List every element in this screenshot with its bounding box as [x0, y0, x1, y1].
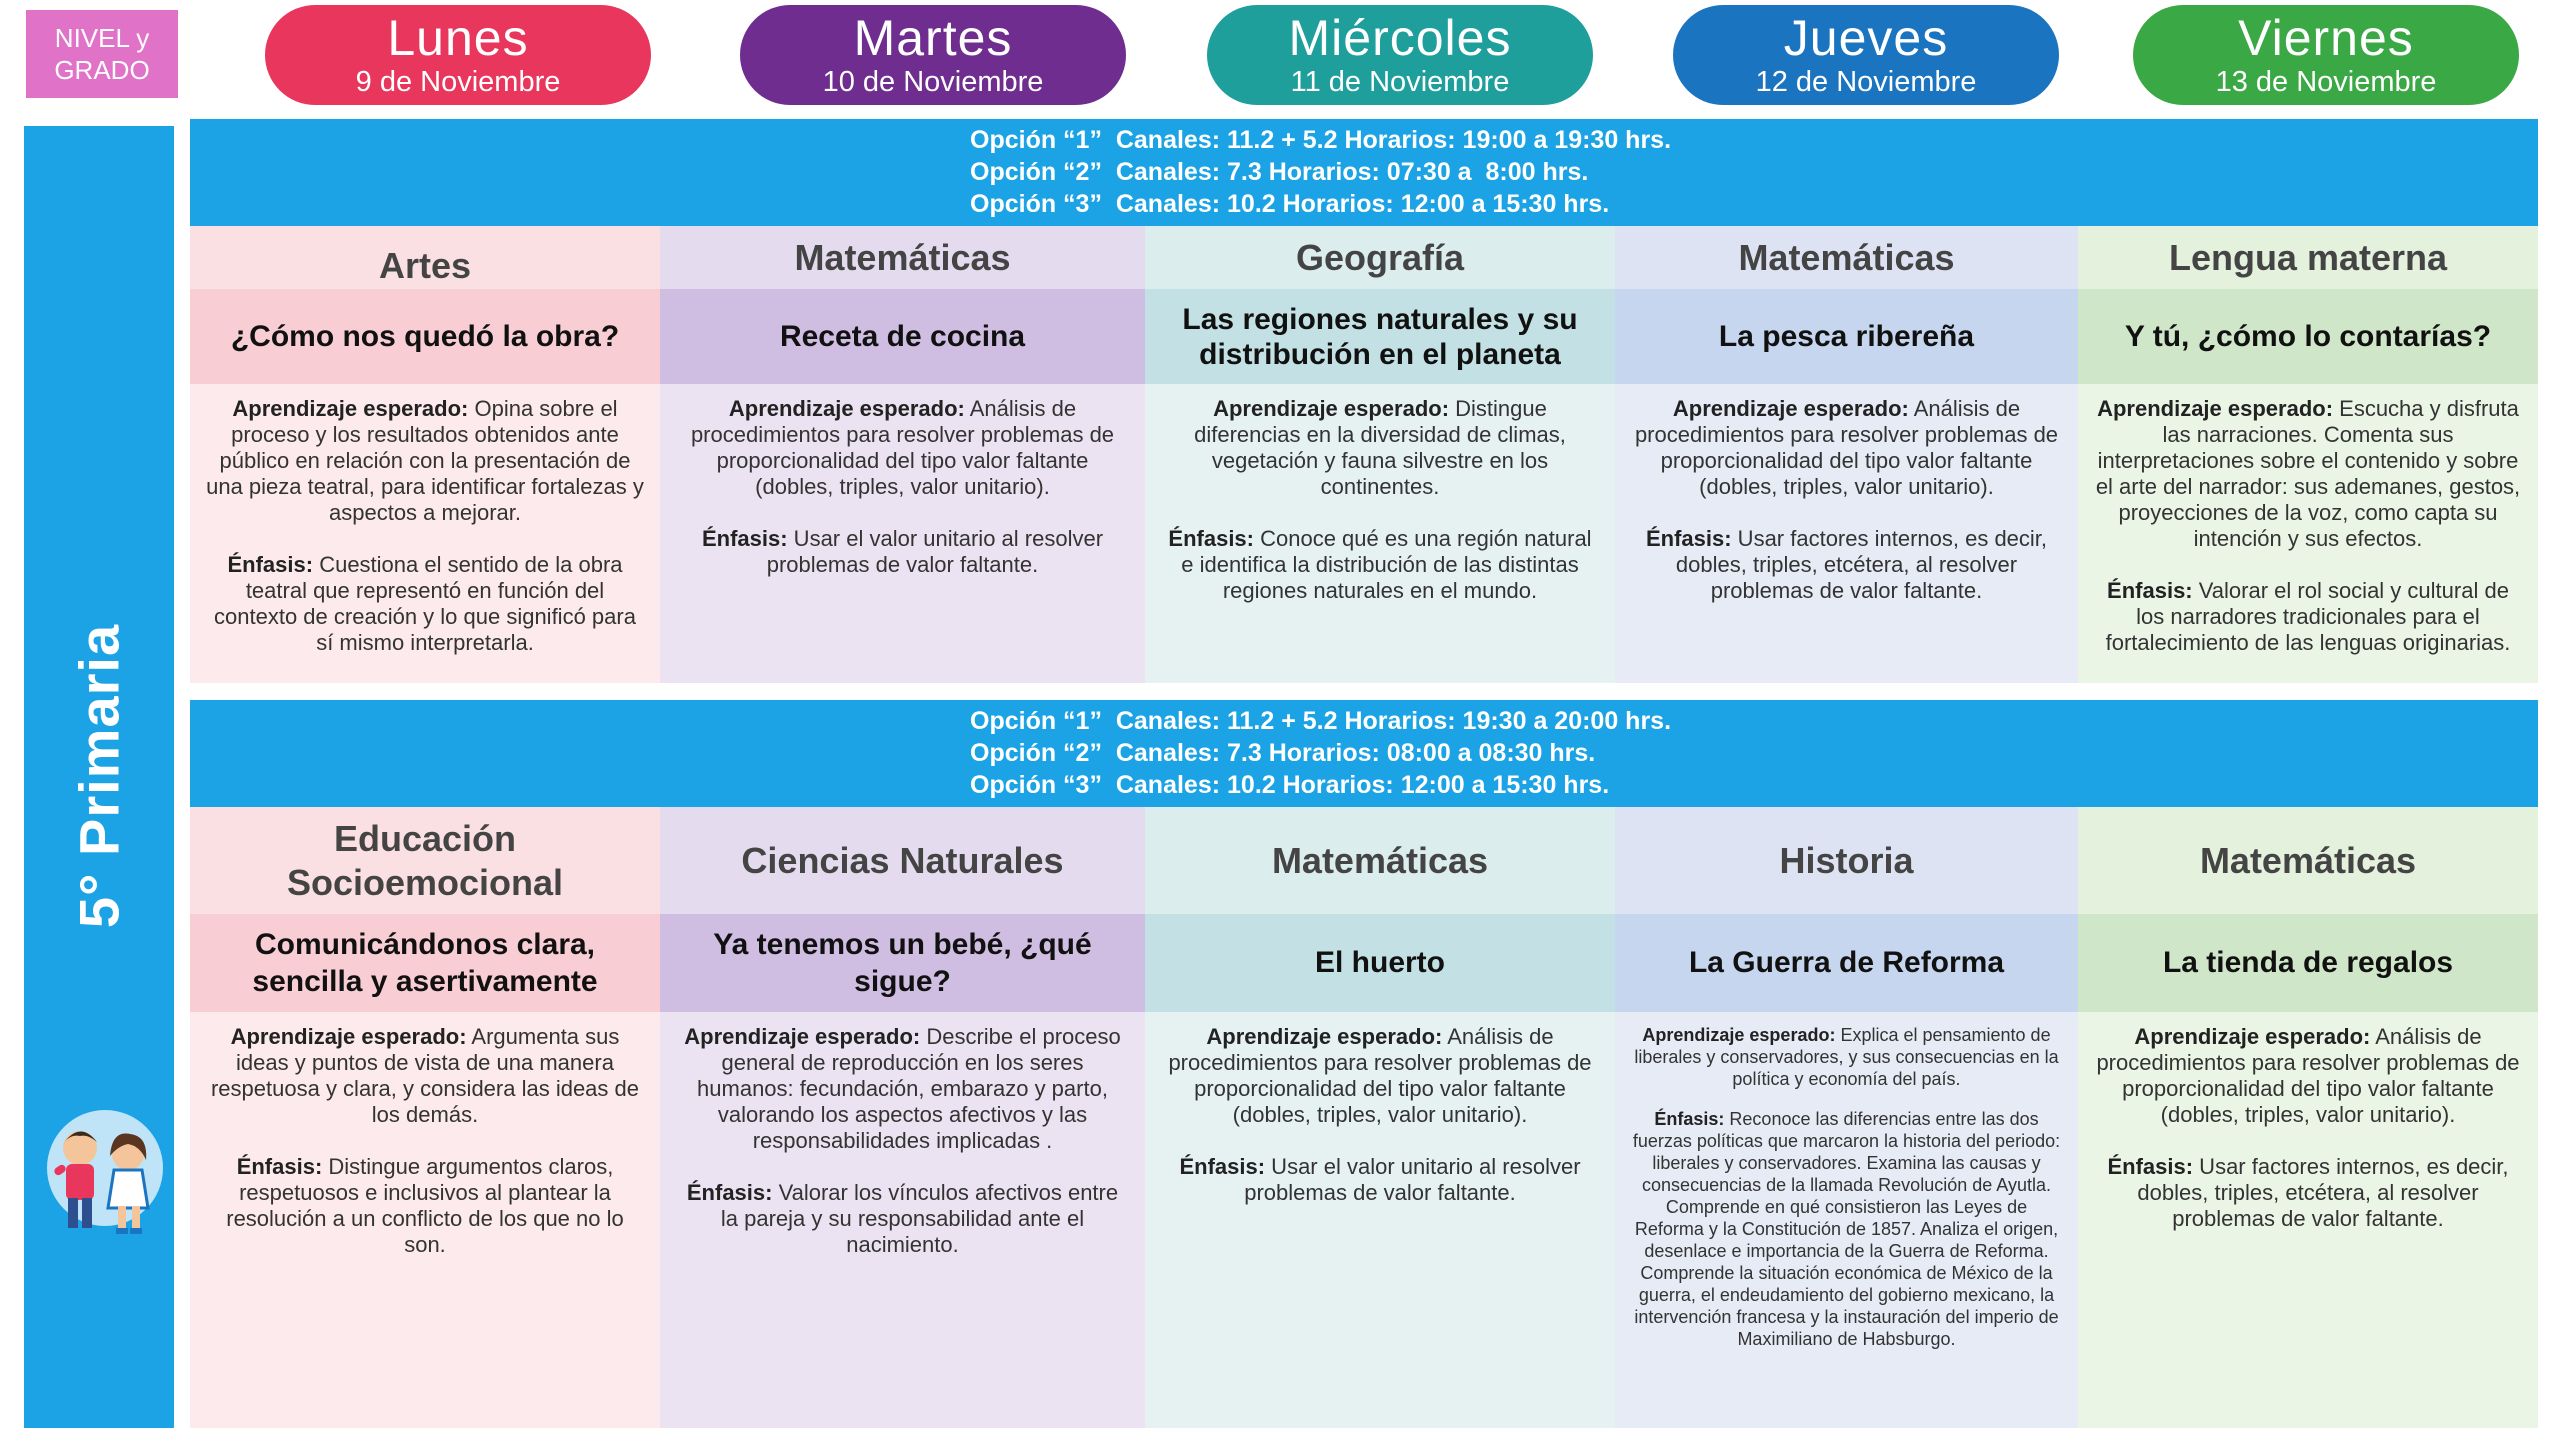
nivel-grado-badge — [26, 10, 178, 98]
enfasis-label: Énfasis: — [1179, 1154, 1266, 1179]
topic-title: El huerto — [1145, 914, 1615, 1012]
subject-title: Historia — [1615, 807, 2078, 914]
lesson-description — [1615, 1012, 2078, 1350]
aprendizaje-text: Describe el proceso general de reproducción en los seres humanos: fecundación, embarazo y parto, valorando los aspectos afectivos y las responsabilidades implicadas . — [697, 1024, 1121, 1153]
enfasis-text: Usar el valor unitario al resolver problemas de valor faltante. — [766, 526, 1104, 577]
lesson-card-lunes — [190, 226, 660, 683]
aprendizaje-label: Aprendizaje esperado: — [728, 396, 965, 421]
lesson-description — [1145, 1012, 1615, 1206]
grado-label: GRADO — [54, 55, 150, 85]
lesson-card-martes — [660, 807, 1145, 1428]
subject-title: Matemáticas — [1145, 807, 1615, 914]
nivel-label: NIVEL y — [54, 23, 150, 53]
day-date: 10 de Noviembre — [822, 66, 1044, 98]
option-line: Opción “1” Canales: 11.2 + 5.2 Horarios: 19:00 a 19:30 hrs. — [970, 126, 1672, 154]
aprendizaje-label: Aprendizaje esperado: — [1672, 396, 1909, 421]
enfasis-text: Cuestiona el sentido de la obra teatral que representó en función del contexto de creación y lo que significó para sí mismo interpretarla. — [214, 552, 636, 655]
enfasis-label: Énfasis: — [236, 1154, 323, 1179]
day-name: Viernes — [2238, 10, 2414, 66]
day-date: 9 de Noviembre — [355, 66, 561, 98]
day-date: 13 de Noviembre — [2215, 66, 2437, 98]
lesson-description — [190, 384, 660, 656]
aprendizaje-text: Análisis de procedimientos para resolver problemas de proporcionalidad del tipo valor faltante (dobles, triples, valor unitario). — [1634, 396, 2059, 499]
topic-title: Y tú, ¿cómo lo contarías? — [2078, 289, 2538, 384]
schedule-options-2 — [190, 700, 2538, 807]
lesson-description — [660, 384, 1145, 578]
lesson-card-jueves — [1615, 807, 2078, 1428]
option-line: Opción “3” Canales: 10.2 Horarios: 12:00 a 15:30 hrs. — [970, 190, 1610, 218]
aprendizaje-text: Análisis de procedimientos para resolver problemas de proporcionalidad del tipo valor faltante (dobles, triples, valor unitario). — [2096, 1024, 2520, 1127]
topic-title: La pesca ribereña — [1615, 289, 2078, 384]
topic-title: Ya tenemos un bebé, ¿qué sigue? — [660, 914, 1145, 1012]
option-line: Opción “2” Canales: 7.3 Horarios: 07:30 a 8:00 hrs. — [970, 158, 1589, 186]
aprendizaje-label: Aprendizaje esperado: — [1642, 1025, 1836, 1045]
enfasis-label: Énfasis: — [701, 526, 788, 551]
topic-title: La Guerra de Reforma — [1615, 914, 2078, 1012]
enfasis-label: Énfasis: — [1654, 1109, 1725, 1129]
day-header-lunes — [265, 5, 651, 105]
day-header-miercoles — [1207, 5, 1593, 105]
day-name: Martes — [853, 10, 1013, 66]
day-header-viernes — [2133, 5, 2519, 105]
schedule-options-1 — [190, 119, 2538, 226]
lesson-card-lunes — [190, 807, 660, 1428]
aprendizaje-text: Análisis de procedimientos para resolver problemas de proporcionalidad del tipo valor faltante (dobles, triples, valor unitario). — [1168, 1024, 1592, 1127]
aprendizaje-text: Opina sobre el proceso y los resultados obtenidos ante público en relación con la presentación de una pieza teatral, para identificar fortalezas y aspectos a mejorar. — [206, 396, 644, 525]
subject-title: Matemáticas — [1615, 226, 2078, 289]
aprendizaje-label: Aprendizaje esperado: — [232, 396, 469, 421]
lesson-description — [660, 1012, 1145, 1258]
enfasis-text: Usar factores internos, es decir, dobles, triples, etcétera, al resolver problemas de valor faltante. — [1675, 526, 2048, 603]
enfasis-label: Énfasis: — [1645, 526, 1732, 551]
option-line: Opción “2” Canales: 7.3 Horarios: 08:00 a 08:30 hrs. — [970, 739, 1596, 767]
aprendizaje-text: Argumenta sus ideas y puntos de vista de una manera respetuosa y clara, y considera las ideas de los demás. — [210, 1024, 639, 1127]
day-header-jueves — [1673, 5, 2059, 105]
subject-title: Geografía — [1145, 226, 1615, 289]
enfasis-text: Usar el valor unitario al resolver problemas de valor faltante. — [1244, 1154, 1581, 1205]
option-line: Opción “3” Canales: 10.2 Horarios: 12:00 a 15:30 hrs. — [970, 771, 1610, 799]
enfasis-label: Énfasis: — [2107, 578, 2193, 603]
aprendizaje-label: Aprendizaje esperado: — [1206, 1024, 1443, 1049]
aprendizaje-text: Explica el pensamiento de liberales y conservadores, y sus consecuencias en la política y economía del país. — [1634, 1025, 2059, 1089]
lesson-card-miercoles — [1145, 226, 1615, 683]
aprendizaje-label: Aprendizaje esperado: — [230, 1024, 467, 1049]
lesson-card-viernes — [2078, 807, 2538, 1428]
subjects-row-2 — [190, 807, 2538, 1428]
lesson-description — [2078, 1012, 2538, 1232]
topic-title: Receta de cocina — [660, 289, 1145, 384]
subject-title: Educación Socioemocional — [190, 807, 660, 914]
lesson-card-miercoles — [1145, 807, 1615, 1428]
children-illustration — [40, 1106, 170, 1242]
lesson-description — [1615, 384, 2078, 604]
lesson-description — [1145, 384, 1615, 604]
day-header-martes — [740, 5, 1126, 105]
aprendizaje-label: Aprendizaje esperado: — [2097, 396, 2334, 421]
enfasis-label: Énfasis: — [1168, 526, 1254, 551]
enfasis-label: Énfasis: — [686, 1180, 773, 1205]
topic-title: La tienda de regalos — [2078, 914, 2538, 1012]
subjects-row-1 — [190, 226, 2538, 683]
option-line: Opción “1” Canales: 11.2 + 5.2 Horarios: 19:30 a 20:00 hrs. — [970, 707, 1672, 735]
day-name: Lunes — [387, 10, 529, 66]
aprendizaje-label: Aprendizaje esperado: — [684, 1024, 921, 1049]
subject-title: Matemáticas — [660, 226, 1145, 289]
day-name: Jueves — [1783, 10, 1949, 66]
enfasis-text: Usar factores internos, es decir, dobles, triples, etcétera, al resolver problemas de valor faltante. — [2137, 1154, 2509, 1231]
lesson-card-martes — [660, 226, 1145, 683]
topic-title: Las regiones naturales y su distribución en el planeta — [1145, 289, 1615, 384]
lesson-description — [190, 1012, 660, 1258]
lesson-card-viernes — [2078, 226, 2538, 683]
subject-title: Lengua materna — [2078, 226, 2538, 289]
day-date: 12 de Noviembre — [1755, 66, 1977, 98]
lesson-description — [2078, 384, 2538, 656]
subject-title: Ciencias Naturales — [660, 807, 1145, 914]
enfasis-text: Reconoce las diferencias entre las dos fuerzas políticas que marcaron la historia del periodo: liberales y conservadores. Examina las causas y consecuencias de la llamada Revolución de Ayutla. Comprende en qué consistieron las Leyes de Reforma y la Constitución de 1857. Analiza el origen, desenlace e importancia de la Guerra de Reforma. Comprende la situación económica de México de la guerra, el endeudamiento del gobierno mexicano, la intervención francesa y la instauración del imperio de Maximiliano de Habsburgo. — [1632, 1109, 2061, 1349]
enfasis-label: Énfasis: — [2107, 1154, 2194, 1179]
aprendizaje-label: Aprendizaje esperado: — [1213, 396, 1450, 421]
aprendizaje-text: Análisis de procedimientos para resolver problemas de proporcionalidad del tipo valor faltante (dobles, triples, valor unitario). — [690, 396, 1115, 499]
aprendizaje-text: Distingue diferencias en la diversidad de climas, vegetación y fauna silvestre en los continentes. — [1194, 396, 1566, 499]
day-date: 11 de Noviembre — [1290, 66, 1510, 98]
topic-title: Comunicándonos clara, sencilla y asertivamente — [190, 914, 660, 1012]
subject-title: Matemáticas — [2078, 807, 2538, 914]
aprendizaje-label: Aprendizaje esperado: — [2134, 1024, 2371, 1049]
enfasis-text: Valorar los vínculos afectivos entre la pareja y su responsabilidad ante el nacimiento. — [720, 1180, 1119, 1257]
enfasis-text: Conoce qué es una región natural e identifica la distribución de las distintas regiones naturales en el mundo. — [1181, 526, 1592, 603]
day-name: Miércoles — [1288, 10, 1512, 66]
enfasis-text: Valorar el rol social y cultural de los narradores tradicionales para el fortalecimiento de las lenguas originarias. — [2105, 578, 2511, 655]
enfasis-label: Énfasis: — [227, 552, 314, 577]
aprendizaje-text: Escucha y disfruta las narraciones. Comenta sus interpretaciones sobre el contenido y sobre el arte del narrador: sus ademanes, gestos, proyecciones de la voz, como capta su intención y sus efectos. — [2095, 396, 2521, 551]
enfasis-text: Distingue argumentos claros, respetuosos e inclusivos al plantear la resolución a un conflicto de los que no lo son. — [226, 1154, 624, 1257]
grade-label: 5° Primaria — [67, 623, 131, 929]
topic-title: ¿Cómo nos quedó la obra? — [190, 289, 660, 384]
subject-title: Artes — [190, 226, 660, 289]
lesson-card-jueves — [1615, 226, 2078, 683]
